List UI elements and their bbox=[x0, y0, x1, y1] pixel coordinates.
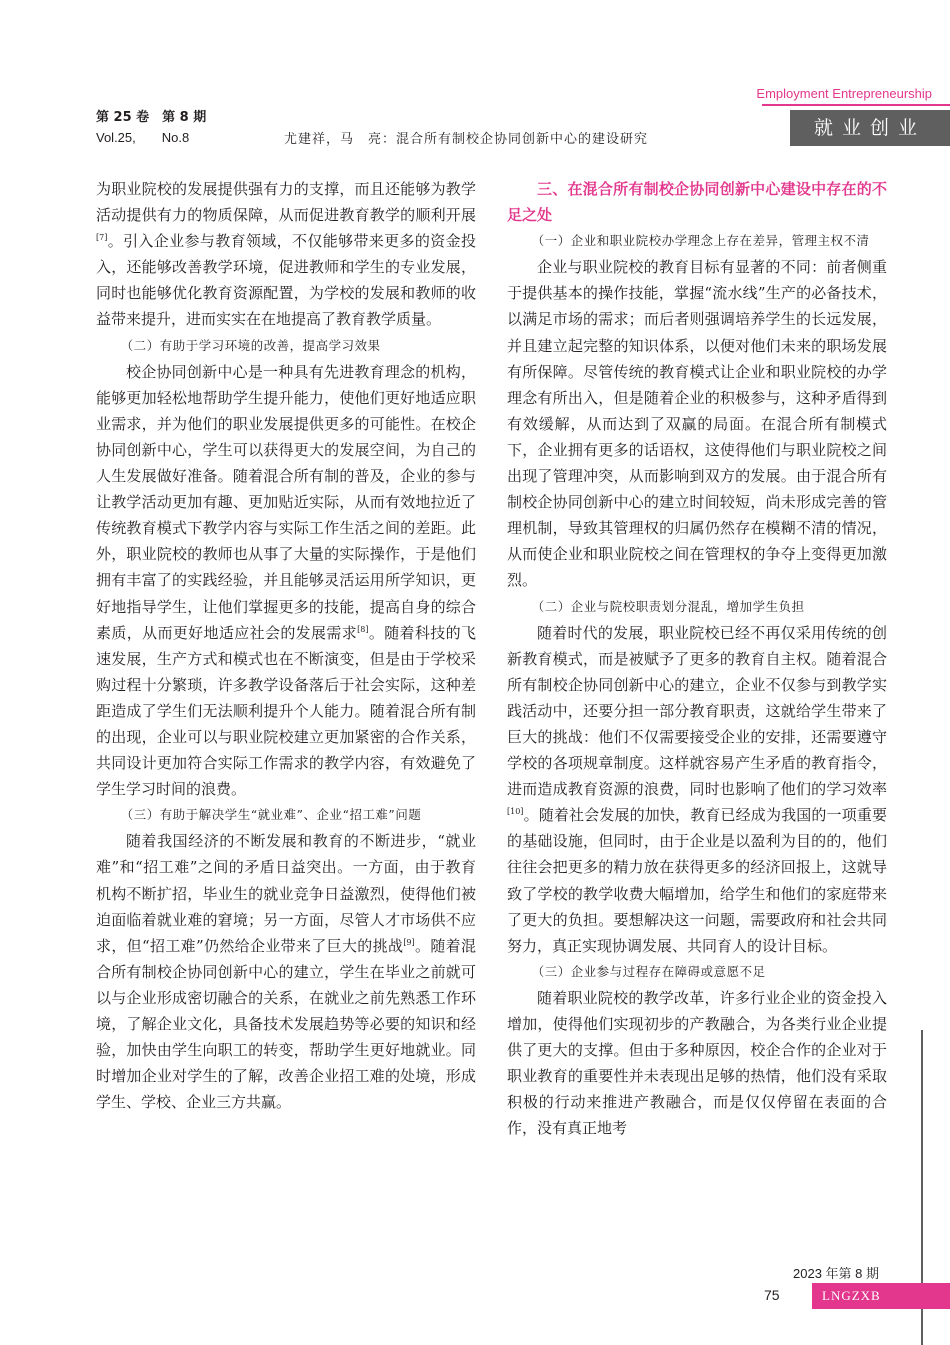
journal-chinese-name-band: 就业创业 bbox=[790, 110, 950, 146]
left-column bbox=[96, 176, 476, 1115]
paragraph: 随着我国经济的不断发展和教育的不断进步，“就业难”和“招工难”之间的矛盾日益突出。一方面，由于教育机构不断扩招，毕业生的就业竞争日益激烈，使得他们被迫面临着就业难的窘境；另一方面，尽管人才市场供不应求，但“招工难”仍然给企业带来了巨大的挑战[9]。随着混合所有制校企协同创新中心的建立，学生在毕业之前就可以与企业形成密切融合的关系，在就业之前先熟悉工作环境，了解企业文化，具备技术发展趋势等必要的知识和经验，加快由学生向职工的转变，帮助学生更好地就业。同时增加企业对学生的了解，改善企业招工难的处境，形成学生、学校、企业三方共赢。 bbox=[96, 832, 476, 1112]
volume-english bbox=[96, 130, 189, 145]
subsection-heading: （二）企业与院校职责划分混乱，增加学生负担 bbox=[531, 598, 805, 614]
volume-chinese: 第 25 卷 第 8 期 bbox=[96, 110, 207, 125]
subsection-heading: （三）有助于解决学生“就业难”、企业“招工难”问题 bbox=[120, 807, 422, 823]
running-title: 尤建祥，马 亮：混合所有制校企协同创新中心的建设研究 bbox=[284, 132, 649, 147]
paragraph: 企业与职业院校的教育目标有显著的不同：前者侧重于提供基本的操作技能，掌握“流水线”生产的必备技术，以满足市场的需求；而后者则强调培养学生的长远发展，并且建立起完整的知识体系，以便对他们未来的职场发展有所保障。尽管传统的教育模式让企业和职业院校的办学理念有所出入，但是随着企业的积极参与，这种矛盾得到有效缓解，从而达到了双赢的局面。在混合所有制模式下，企业拥有更多的话语权，这使得他们与职业院校之间出现了管理冲突，从而影响到双方的发展。由于混合所有制校企协同创新中心的建立时间较短，尚未形成完善的管理机制，导致其管理权的归属仍然存在模糊不清的情况，从而使企业和职业院校之间在管理权的争夺上变得更加激烈。 bbox=[507, 258, 887, 590]
citation: [10] bbox=[507, 807, 524, 817]
issue-number: No.8 bbox=[161, 130, 190, 145]
subsection-heading: （一）企业和职业院校办学理念上存在差异，管理主权不清 bbox=[531, 233, 870, 249]
subsection-heading: （三）企业参与过程存在障碍或意愿不足 bbox=[531, 963, 766, 979]
subsection-heading: （二）有助于学习环境的改善，提高学习效果 bbox=[120, 337, 381, 353]
journal-english-name: Employment Entrepreneurship bbox=[756, 86, 932, 101]
citation: [8] bbox=[357, 624, 369, 634]
paragraph: 随着时代的发展，职业院校已经不再仅采用传统的创新教育模式，而是被赋予了更多的教育自主权。随着混合所有制校企协同创新中心的建立，企业不仅参与到教学实践活动中，还要分担一部分教育职责，这就给学生带来了巨大的挑战：他们不仅需要接受企业的安排，还需要遵守学校的各项规章制度。这样就容易产生矛盾的教育指令，进而造成教育资源的浪费，同时也影响了他们的学习效率[10]。随着社会发展的加快，教育已经成为我国的一项重要的基础设施，但同时，由于企业是以盈利为目的的，他们往往会把更多的精力放在获得更多的经济回报上，这就导致了学校的教学收费大幅增加，给学生和他们的家庭带来了更大的负担。要想解决这一问题，需要政府和社会共同努力，真正实现协调发展、共同育人的设计目标。 bbox=[507, 623, 887, 955]
section-heading: 三、在混合所有制校企协同创新中心建设中存在的不足之处 bbox=[507, 180, 887, 225]
journal-code-band: LNGZXB bbox=[812, 1283, 950, 1309]
citation: [7] bbox=[96, 233, 108, 243]
paragraph: 校企协同创新中心是一种具有先进教育理念的机构，能够更加轻松地帮助学生提升能力，使他们更好地适应职业需求，并为他们的职业发展提供更多的可能性。在校企协同创新中心，学生可以获得更大的发展空间，为自己的人生发展做好准备。随着混合所有制的普及，企业的参与让教学活动更加有趣、更加贴近实际，从而有效地拉近了传统教育模式下教学内容与实际工作生活之间的差距。此外，职业院校的教师也从事了大量的实际操作，于是他们拥有丰富了的实践经验，并且能够灵活运用所学知识，更好地指导学生，让他们掌握更多的技能，提高自身的综合素质，从而更好地适应社会的发展需求[8]。随着科技的飞速发展，生产方式和模式也在不断演变，但是由于学校采购过程十分繁琐，许多教学设备落后于社会实际，这种差距造成了学生们无法顺利提升个人能力。随着混合所有制的出现，企业可以与职业院校建立更加紧密的合作关系，共同设计更加符合实际工作需求的教学内容，有效避免了学生学习时间的浪费。 bbox=[96, 362, 476, 799]
paragraph: 为职业院校的发展提供强有力的支撑，而且还能够为教学活动提供有力的物质保障，从而促进教育教学的顺利开展[7]。引入企业参与教育领域，不仅能够带来更多的资金投入，还能够改善教学环境，促进教师和学生的专业发展，同时也能够优化教育资源配置，为学校的发展和教师的收益带来提升，进而实实在在地提高了教育教学质量。 bbox=[96, 180, 476, 329]
citation: [9] bbox=[403, 937, 415, 947]
right-column bbox=[507, 176, 887, 1141]
header-rule bbox=[762, 104, 950, 106]
volume-number: Vol.25, bbox=[96, 130, 136, 145]
issue-date: 2023 年第 8 期 bbox=[793, 1266, 879, 1281]
paragraph: 随着职业院校的教学改革，许多行业企业的资金投入增加，使得他们实现初步的产教融合，为各类行业企业提供了更大的支撑。但由于多种原因，校企合作的企业对于职业教育的重要性并未表现出足够的热情，他们没有采取积极的行动来推进产教融合，而是仅仅停留在表面的合作，没有真正地考 bbox=[507, 988, 887, 1138]
page-number: 75 bbox=[764, 1287, 780, 1303]
